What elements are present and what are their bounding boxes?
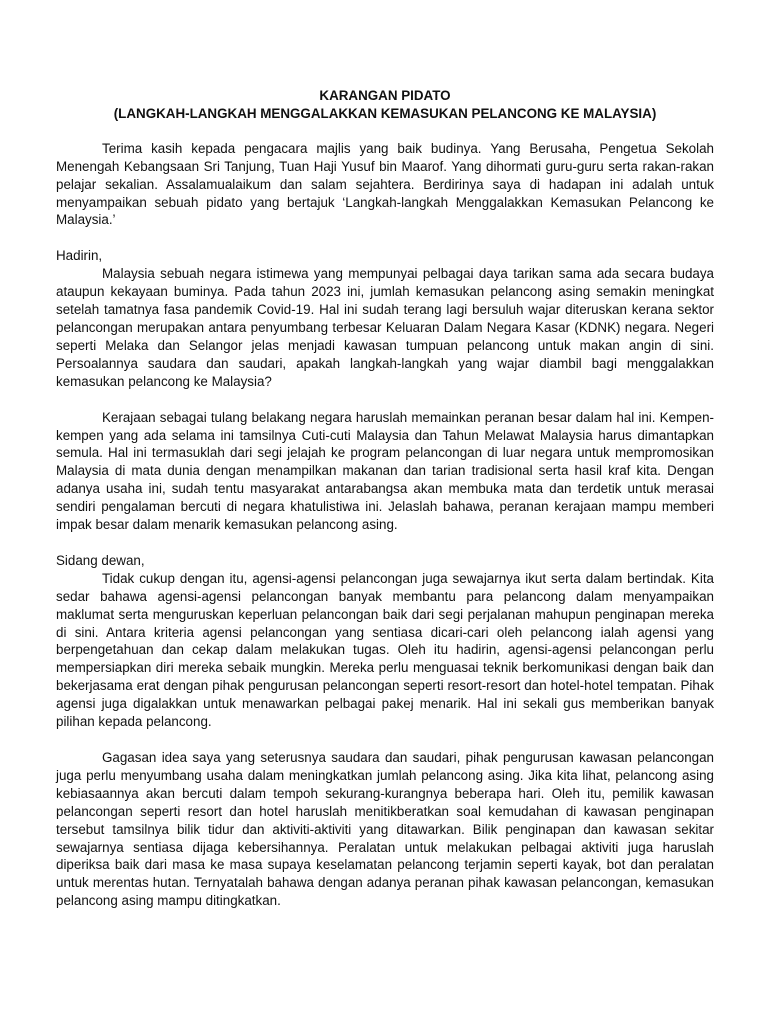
spacer — [56, 229, 714, 247]
paragraph-opening: Terima kasih kepada pengacara majlis yang baik budinya. Yang Berusaha, Pengetua Sekolah Menengah Kebangsaan Sri Tanjung, Tuan Haji Yusuf bin Maarof. Yang dihormati guru-guru serta rakan-rakan pelajar sekalian. Assalamualaikum dan salam sejahtera. Berdirinya saya di hadapan ini adalah untuk menyampaikan sebuah pidato yang bertajuk ‘Langkah-langkah Menggalakkan Kemasukan Pelancong ke Malaysia.’ — [56, 140, 714, 228]
paragraph-introduction: Malaysia sebuah negara istimewa yang mempunyai pelbagai daya tarikan sama ada secara budaya ataupun kekayaan buminya. Pada tahun 2023 ini, jumlah kemasukan pelancong asing semakin meningkat setelah tamatnya fasa pandemik Covid-19. Hal ini sudah terang lagi bersuluh wajar diteruskan kerana sektor pelancongan merupakan antara penyumbang terbesar Keluaran Dalam Negara Kasar (KDNK) negara. Negeri seperti Melaka dan Selangor jelas menjadi kawasan tumpuan pelancong untuk makan angin di sini. Persoalannya saudara dan saudari, apakah langkah-langkah yang wajar diambil bagi menggalakkan kemasukan pelancong ke Malaysia? — [56, 266, 714, 389]
title-line-1: KARANGAN PIDATO — [319, 88, 451, 103]
paragraph-point-government: Kerajaan sebagai tulang belakang negara haruslah memainkan peranan besar dalam hal ini. Kempen-kempen yang ada selama ini tamsilnya Cuti-cuti Malaysia dan Tahun Melawat Malaysia harus dimantapkan semula. Hal ini termasuklah dari segi jelajah ke program pelancongan di luar negara untuk mempromosikan Malaysia di mata dunia dengan menampilkan makanan dan tarian tradisional serta hasil kraf kita. Dengan adanya usaha ini, sudah tentu masyarakat antarabangsa akan membuka mata dan terdetik untuk merasai sendiri pengalaman bercuti di negara khatulistiwa ini. Jelaslah bahawa, peranan kerajaan mampu memberi impak besar dalam menarik kemasukan pelancong asing. — [56, 409, 714, 533]
spacer — [56, 391, 714, 409]
spacer — [56, 123, 714, 140]
document-title — [56, 87, 714, 123]
paragraph-point-agencies: Tidak cukup dengan itu, agensi-agensi pelancongan juga sewajarnya ikut serta dalam bertindak. Kita sedar bahawa agensi-agensi pelancongan banyak membantu para pelancong dalam menyampaikan maklumat serta menguruskan keperluan pelancongan baik dari segi perjalanan mahupun penginapan mereka di sini. Antara kriteria agensi pelancongan yang sentiasa dicari-cari oleh pelancong ialah agensi yang berpengetahuan dan cekap dalam melakukan tugas. Oleh itu hadirin, agensi-agensi pelancongan perlu mempersiapkan diri mereka sebaik mungkin. Mereka perlu menguasai teknik berkomunikasi dengan baik dan bekerjasama erat dengan pihak pengurusan pelancongan seperti resort-resort dan hotel-hotel tempatan. Pihak agensi juga digalakkan untuk menawarkan pelbagai pakej menarik. Hal ini sekali gus memberikan banyak pilihan kepada pelancong. — [56, 570, 714, 730]
salutation-hadirin: Hadirin, — [56, 248, 103, 264]
paragraph-point-management: Gagasan idea saya yang seterusnya saudara dan saudari, pihak pengurusan kawasan pelancongan juga perlu menyumbang usaha dalam meningkatkan jumlah pelancong asing. Jika kita lihat, pelancong asing kebiasaannya akan bercuti dalam tempoh sekurang-kurangnya beberapa hari. Oleh itu, pemilik kawasan pelancongan seperti resort dan hotel haruslah menitikberatkan soal kemudahan di kawasan penginapan tersebut tamsilnya bilik tidur dan aktiviti-aktiviti yang ditawarkan. Bilik penginapan dan kawasan sekitar sewajarnya sentiasa dijaga kebersihannya. Peralatan untuk melakukan pelbagai aktiviti juga haruslah diperiksa baik dari masa ke masa supaya keselamatan pelancong terjamin seperti kayak, bot dan peralatan untuk merentas hutan. Ternyatalah bahawa dengan adanya peranan pihak kawasan pelancongan, kemasukan pelancong asing mampu ditingkatkan. — [56, 750, 714, 909]
document-page — [56, 87, 714, 910]
salutation-sidang-dewan: Sidang dewan, — [56, 552, 145, 568]
title-line-2: (LANGKAH-LANGKAH MENGGALAKKAN KEMASUKAN PELANCONG KE MALAYSIA) — [113, 105, 657, 121]
spacer — [56, 534, 714, 552]
spacer — [56, 731, 714, 749]
